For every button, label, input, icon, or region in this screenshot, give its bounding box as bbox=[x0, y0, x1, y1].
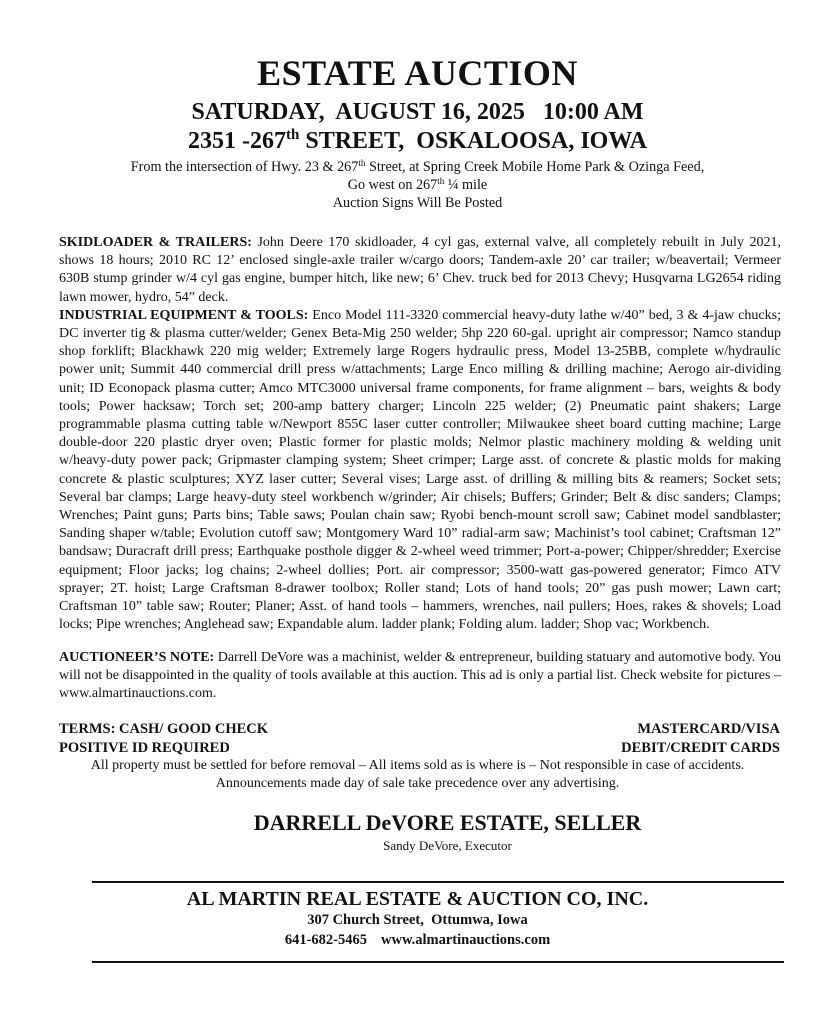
payment-terms bbox=[59, 720, 268, 757]
skidloader-paragraph bbox=[59, 234, 781, 307]
directions-line-2-b: ¼ mile bbox=[444, 177, 488, 193]
directions-line-2-a: Go west on 267 bbox=[347, 177, 438, 193]
auction-date-time: SATURDAY, AUGUST 16, 2025 10:00 AM bbox=[191, 99, 644, 125]
address-number: 2351 -267 bbox=[188, 128, 286, 154]
auction-title: ESTATE AUCTION bbox=[257, 53, 578, 93]
directions-line-1 bbox=[0, 158, 835, 176]
directions-line-1-sup: th bbox=[358, 158, 366, 168]
industrial-heading: INDUSTRIAL EQUIPMENT & TOOLS: bbox=[59, 307, 309, 323]
note-text: Darrell DeVore was a machinist, welder & entrepreneur, building statuary and automotive body. You will not be disappointed in the quality of tools available at this auction. This ad is only a partial list. Check website for pictures – www.almartinauctions.com. bbox=[59, 650, 781, 702]
company-website-link[interactable]: www.almartinauctions.com bbox=[381, 932, 551, 948]
auctioneer-note bbox=[59, 649, 781, 704]
directions-line-2-sup: th bbox=[437, 176, 445, 186]
seller-name: DARRELL DeVORE ESTATE, SELLER bbox=[253, 810, 642, 835]
company-name: AL MARTIN REAL ESTATE & AUCTION CO, INC. bbox=[186, 888, 649, 910]
disclaimer bbox=[0, 757, 835, 793]
address-ordinal: th bbox=[286, 127, 300, 143]
address-street: STREET, OSKALOOSA, IOWA bbox=[299, 128, 647, 154]
directions-line-3: Auction Signs Will Be Posted bbox=[332, 195, 503, 211]
note-heading: AUCTIONEER’S NOTE: bbox=[59, 650, 215, 665]
skidloader-text: John Deere 170 skidloader, 4 cyl gas, external valve, all completely rebuilt in July 2021, shows 18 hours; 2010 RC 12’ enclosed single-axle trailer w/cargo doors; Tandem-axle 20’ car trailer; w/beavertail; Vermeer 630B stump grinder w/4 cyl gas engine, bumper hitch, like new; 6’ Chev. truck bed for 2013 Chevy; Husqvarna LG2654 riding lawn mower, hydro, 54” deck. bbox=[59, 235, 781, 305]
cards-line-2: DEBIT/CREDIT CARDS bbox=[621, 739, 780, 756]
accepted-cards bbox=[621, 720, 780, 757]
auction-address bbox=[0, 126, 835, 156]
disclaimer-line-2: Announcements made day of sale take precedence over any advertising. bbox=[215, 776, 620, 791]
executor-name: Sandy DeVore, Executor bbox=[383, 838, 512, 853]
directions bbox=[0, 158, 835, 212]
company-contact bbox=[0, 931, 835, 949]
directions-line-1-a: From the intersection of Hwy. 23 & 267 bbox=[130, 159, 359, 175]
skidloader-heading: SKIDLOADER & TRAILERS: bbox=[59, 235, 252, 250]
item-listing bbox=[59, 234, 781, 634]
industrial-paragraph bbox=[59, 307, 781, 635]
company-address: 307 Church Street, Ottumwa, Iowa bbox=[307, 912, 528, 928]
cards-line-1: MASTERCARD/VISA bbox=[637, 721, 780, 737]
disclaimer-line-1: All property must be settled for before removal – All items sold as is where is – Not responsible in case of accidents. bbox=[90, 758, 745, 773]
directions-line-2 bbox=[0, 176, 835, 194]
directions-line-1-b: Street, at Spring Creek Mobile Home Park & Ozinga Feed, bbox=[365, 159, 705, 175]
terms-line-2: POSITIVE ID REQUIRED bbox=[59, 739, 230, 756]
divider-bottom bbox=[92, 961, 784, 963]
company-phone: 641-682-5465 bbox=[284, 932, 367, 948]
divider-top bbox=[92, 881, 784, 883]
industrial-text: Enco Model 111-3320 commercial heavy-duty lathe w/40” bed, 3 & 4-jaw chucks; DC inverter tig & plasma cutter/welder; Genex Beta-Mig 250 welder; 5hp 220 60-gal. upright air compressor; Namco standup shop forklift; Blackhawk 220 mig welder; Extremely large Rogers hydraulic press, Model 13-25BB, complete w/hydraulic power unit; Summit 440 commercial drill press w/attachments; Large Enco milling & drilling machine; Aerogo air-dividing unit; ID Econopack plasma cutter; Amco MTC3000 universal frame components, for frame alignment – bars, weights & body tools; Power hacksaw; Torch set; 200-amp battery charger; Lincoln 225 welder; (2) Pneumatic paint shakers; Large programmable plasma cutting table w/Newport 855C laser cutter controller; Milwaukee sheet board cutting machine; Large double-door 220 plastic dryer oven; Plastic former for plastic molds; Nelmor plastic machinery molding & welding unit w/heavy-duty power pack; Gripmaster clamping system; Sheet crimper; Large asst. of concrete & plastic molds for making concrete & plastic sculptures; XYZ laser cutter; Several vises; Large asst. of drilling & milling bits & reamers; Socket sets; Several bar clamps; Large heavy-duty steel workbench w/grinder; Air chisels; Buffers; Grinder; Belt & disc sanders; Clamps; Wrenches; Paint guns; Parts bins; Table saws; Poulan chain saw; Ryobi bench-mount scroll saw; Cabinet model sandblaster; Sanding shaper w/table; Evolution cutoff saw; Montgomery Ward 10” radial-arm saw; Machinist’s tool cabinet; Craftsman 12” bandsaw; Duracraft drill press; Earthquake posthole digger & 2-wheel weed trimmer; Port-a-power; Chipper/shredder; Exercise equipment; Floor jacks; log chains; 2-wheel dollies; Port. air compressor; 3500-watt gas-powered generator; Fimco ATV sprayer; 2T. hoist; Large Craftsman 8-drawer toolbox; Roller stand; Lots of hand tools; 20” gas push mower; Lawn cart; Craftsman 10” table saw; Router; Planer; Asst. of hand tools – hammers, wrenches, nail pullers; Hoes, rakes & shovels; Load locks; Pipe wrenches; Anglehead saw; Expandable alum. ladder plank; Folding alum. ladder; Shop vac; Workbench. bbox=[59, 307, 781, 633]
terms-line-1: TERMS: CASH/ GOOD CHECK bbox=[59, 721, 269, 737]
